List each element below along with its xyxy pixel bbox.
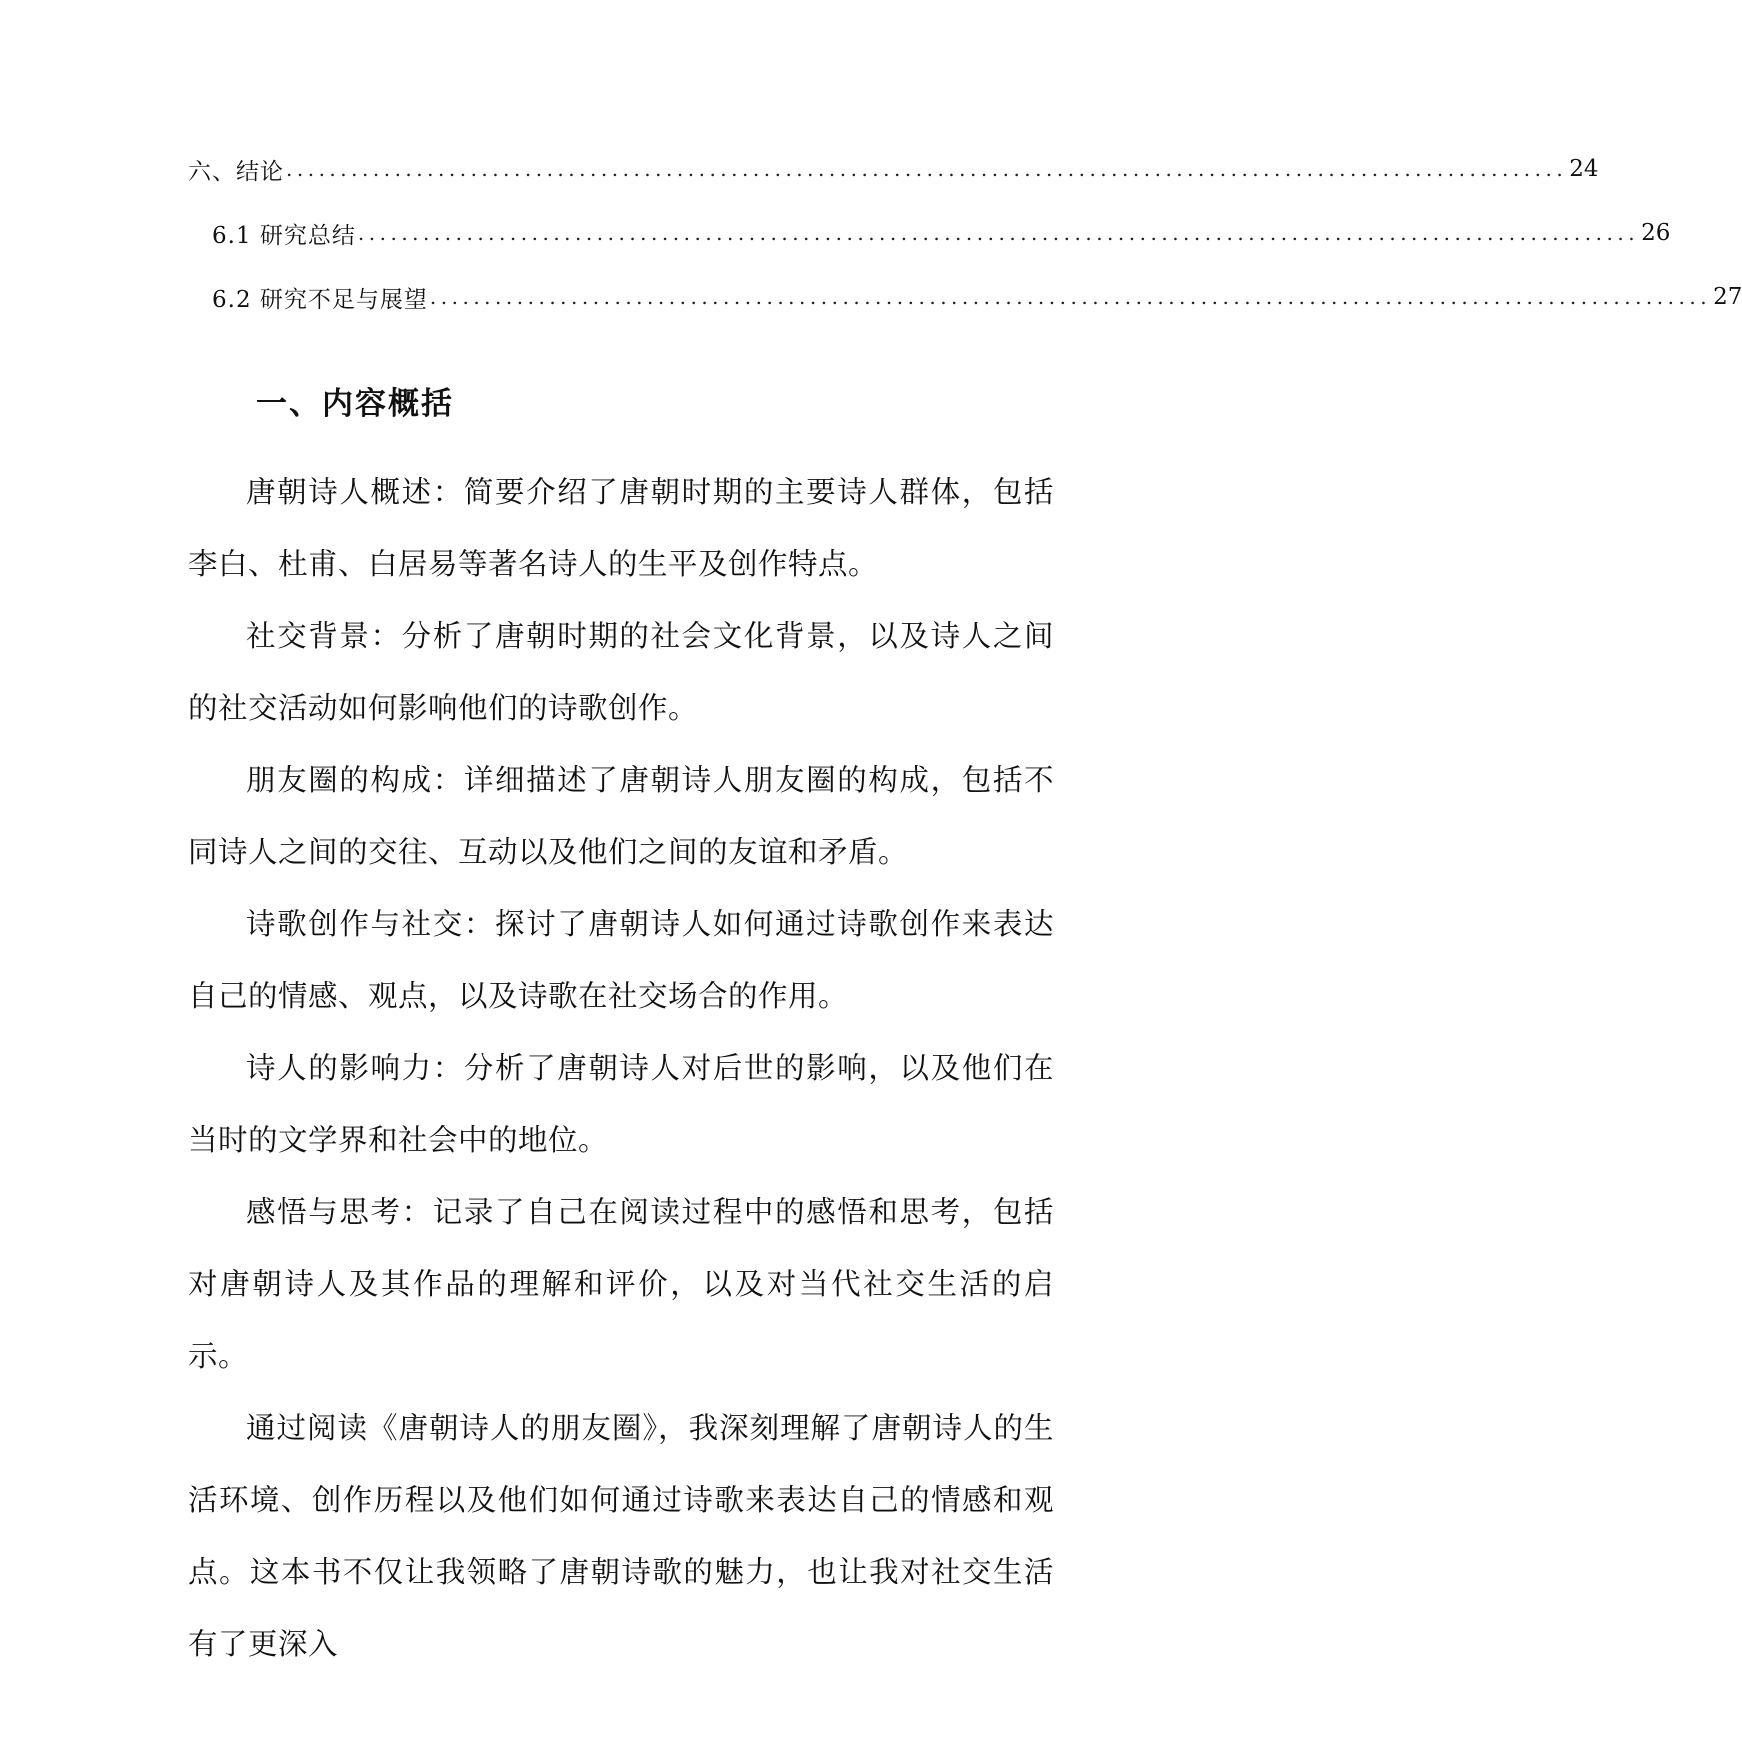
paragraph: 通过阅读《唐朝诗人的朋友圈》，我深刻理解了唐朝诗人的生活环境、创作历程以及他们如何通过诗歌来表达自己的情感和观点。这本书不仅让我领略了唐朝诗歌的魅力，也让我对社交生活有了更深入 [188, 1411, 1054, 1661]
toc-leader-dots: ...................................................................................................................... [429, 285, 1712, 309]
toc-entry-label: 6.2 研究不足与展望 [212, 286, 428, 313]
toc-entry[interactable] [188, 149, 1599, 189]
toc-entry[interactable] [212, 277, 1742, 317]
toc-leader-dots: ...................................................................................................................... [357, 221, 1640, 245]
paragraph: 朋友圈的构成：详细描述了唐朝诗人朋友圈的构成，包括不同诗人之间的交往、互动以及他们之间的友谊和矛盾。 [188, 763, 1054, 869]
toc-page-number: 24 [1569, 156, 1599, 182]
paragraph: 感悟与思考：记录了自己在阅读过程中的感悟和思考，包括对唐朝诗人及其作品的理解和评价，以及对当代社交生活的启示。 [188, 1195, 1054, 1373]
toc-page-number: 26 [1641, 220, 1671, 246]
paragraph: 社交背景：分析了唐朝时期的社会文化背景，以及诗人之间的社交活动如何影响他们的诗歌创作。 [188, 619, 1054, 725]
toc-entry-label: 6.1 研究总结 [212, 222, 356, 249]
body-text [188, 456, 1054, 1680]
paragraph: 诗歌创作与社交：探讨了唐朝诗人如何通过诗歌创作来表达自己的情感、观点，以及诗歌在社交场合的作用。 [188, 907, 1054, 1013]
paragraph: 唐朝诗人概述：简要介绍了唐朝时期的主要诗人群体，包括李白、杜甫、白居易等著名诗人的生平及创作特点。 [188, 475, 1054, 581]
toc-entry[interactable] [212, 213, 1671, 253]
paragraph: 诗人的影响力：分析了唐朝诗人对后世的影响，以及他们在当时的文学界和社会中的地位。 [188, 1051, 1054, 1157]
toc-entry-label: 六、结论 [188, 158, 284, 185]
toc-page-number: 27 [1713, 284, 1742, 310]
section-heading: 一、内容概括 [256, 386, 454, 422]
toc-leader-dots: ...................................................................................................................... [286, 157, 1568, 181]
